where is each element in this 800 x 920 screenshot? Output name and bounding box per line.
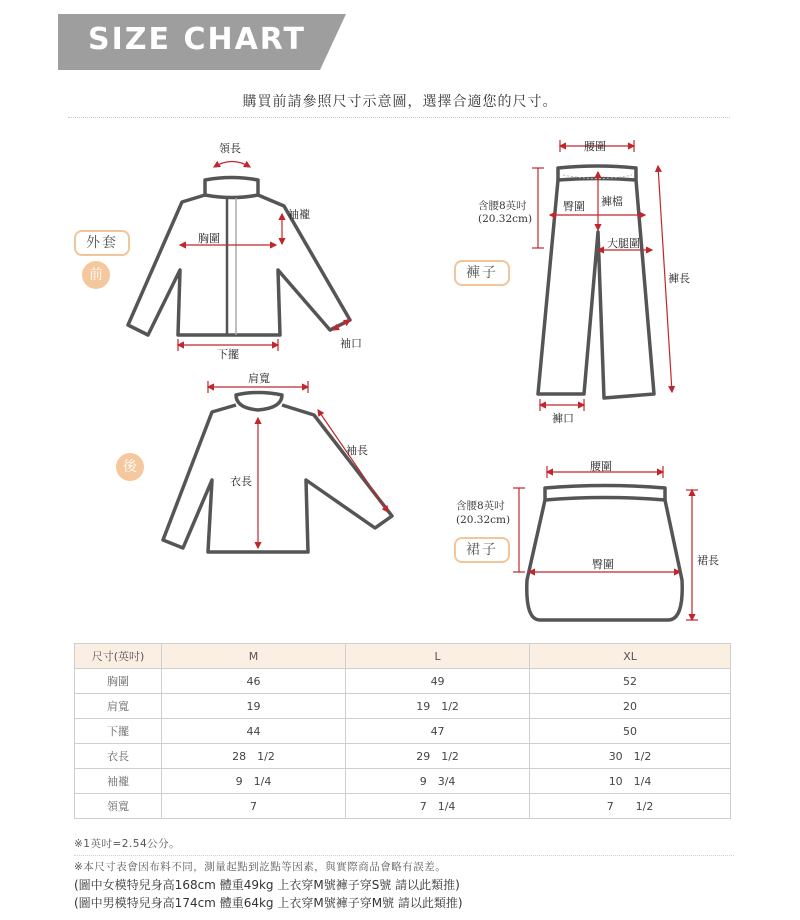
table-header-cell: XL bbox=[530, 644, 731, 669]
label-pants-hip: 臀圍 bbox=[563, 200, 585, 213]
table-cell: 47 bbox=[346, 719, 530, 744]
label-pants-hem: 褲口 bbox=[552, 412, 574, 425]
table-cell: 28 1/2 bbox=[162, 744, 346, 769]
intro-text: 購買前請參照尺寸示意圖，選擇合適您的尺寸。 bbox=[242, 94, 558, 110]
table-row-label: 袖襱 bbox=[75, 769, 162, 794]
table-row-label: 肩寬 bbox=[75, 694, 162, 719]
notes bbox=[74, 836, 734, 912]
garment-drawings bbox=[0, 120, 800, 640]
table-row bbox=[75, 794, 731, 819]
note-disclaimer: ※本尺寸表會因布料不同，測量起點到訖點等因素，與實際商品會略有誤差。 bbox=[74, 861, 447, 873]
label-sleeve-width: 袖襱 bbox=[288, 208, 310, 221]
notes-divider bbox=[74, 855, 734, 856]
table-header-cell: L bbox=[346, 644, 530, 669]
table-row-label: 領寬 bbox=[75, 794, 162, 819]
label-skirt-hip: 臀圍 bbox=[592, 558, 614, 571]
table-cell: 20 bbox=[530, 694, 731, 719]
note-inch-conversion: ※1英吋=2.54公分。 bbox=[74, 838, 181, 850]
divider bbox=[68, 117, 730, 118]
table-row bbox=[75, 669, 731, 694]
note-female-model: (圖中女模特兒身高168cm 體重49kg 上衣穿M號褲子穿S號 請以此類推) bbox=[74, 878, 460, 892]
circle-back: 後 bbox=[116, 453, 144, 481]
label-skirt-note1: 含腰8英吋 bbox=[456, 500, 505, 512]
table-cell: 19 bbox=[162, 694, 346, 719]
banner-title: SIZE CHART bbox=[88, 22, 307, 57]
table-cell: 10 1/4 bbox=[530, 769, 731, 794]
label-pants-length: 褲長 bbox=[668, 272, 690, 285]
table-header-cell: 尺寸(英吋) bbox=[75, 644, 162, 669]
table-header-row bbox=[75, 644, 731, 669]
label-skirt-note2: (20.32cm) bbox=[456, 514, 511, 526]
table-cell: 50 bbox=[530, 719, 731, 744]
table-row-label: 下擺 bbox=[75, 719, 162, 744]
label-pants-note1: 含腰8英吋 bbox=[478, 200, 527, 212]
table-header-cell: M bbox=[162, 644, 346, 669]
table-cell: 7 bbox=[162, 794, 346, 819]
label-collar: 領長 bbox=[219, 142, 241, 155]
skirt-drawing bbox=[527, 486, 682, 621]
table-cell: 49 bbox=[346, 669, 530, 694]
label-pants-note2: (20.32cm) bbox=[478, 213, 533, 225]
tag-skirt: 裙子 bbox=[454, 537, 510, 563]
label-skirt-length: 裙長 bbox=[697, 554, 719, 567]
table-row bbox=[75, 769, 731, 794]
table-row bbox=[75, 694, 731, 719]
table-cell: 52 bbox=[530, 669, 731, 694]
label-skirt-waist: 腰圍 bbox=[590, 460, 612, 473]
circle-front: 前 bbox=[82, 261, 110, 289]
table-cell: 19 1/2 bbox=[346, 694, 530, 719]
label-sleeve-length: 袖長 bbox=[346, 444, 368, 457]
table-cell: 30 1/2 bbox=[530, 744, 731, 769]
table-cell: 46 bbox=[162, 669, 346, 694]
label-hem: 下擺 bbox=[217, 348, 239, 361]
label-cuff: 袖口 bbox=[340, 337, 362, 350]
table-cell: 44 bbox=[162, 719, 346, 744]
label-pants-thigh: 大腿圍 bbox=[607, 237, 640, 250]
jacket-back-drawing bbox=[163, 393, 392, 553]
table-cell: 9 3/4 bbox=[346, 769, 530, 794]
label-chest: 胸圍 bbox=[198, 232, 220, 245]
table-row-label: 衣長 bbox=[75, 744, 162, 769]
tag-jacket: 外套 bbox=[74, 230, 130, 256]
jacket-front-drawing bbox=[128, 178, 350, 336]
pants-drawing bbox=[538, 166, 654, 398]
note-male-model: (圖中男模特兒身高174cm 體重64kg 上衣穿M號褲子穿M號 請以此類推) bbox=[74, 896, 463, 910]
label-shoulder: 肩寬 bbox=[248, 372, 270, 385]
table-row bbox=[75, 719, 731, 744]
label-pants-waist: 腰圍 bbox=[584, 140, 606, 153]
table-row-label: 胸圍 bbox=[75, 669, 162, 694]
size-chart-banner bbox=[58, 14, 346, 70]
table-cell: 7 1/2 bbox=[530, 794, 731, 819]
tag-pants: 褲子 bbox=[454, 260, 510, 286]
table-cell: 7 1/4 bbox=[346, 794, 530, 819]
size-table bbox=[74, 643, 731, 819]
size-diagram bbox=[0, 120, 800, 640]
table-row bbox=[75, 744, 731, 769]
table-cell: 29 1/2 bbox=[346, 744, 530, 769]
label-pants-crotch: 褲檔 bbox=[601, 195, 623, 208]
label-body-length: 衣長 bbox=[230, 475, 252, 488]
table-cell: 9 1/4 bbox=[162, 769, 346, 794]
